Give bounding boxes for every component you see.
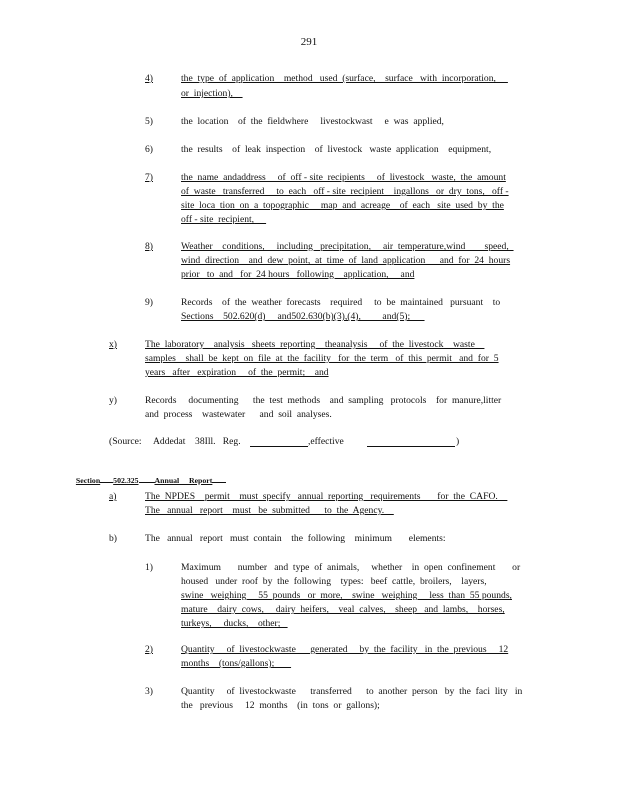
source-blank-2 bbox=[367, 436, 455, 447]
item-text-line: The laboratory analysis sheets reporting theanalysis of the livestock waste bbox=[145, 339, 485, 350]
page-number: 291 bbox=[300, 36, 318, 48]
item-marker: a) bbox=[109, 491, 117, 502]
section-number: 502.325 bbox=[113, 476, 139, 485]
section-title: Annual Report bbox=[154, 476, 213, 485]
item-text-line: or injection), bbox=[181, 88, 243, 99]
item-text-line: of waste transferred to each off - site recipient ingallons or dry tons, off - bbox=[181, 186, 509, 197]
item-marker: 2) bbox=[145, 644, 153, 655]
item-text-line: wind direction and dew point, at time of land application and for 24 hours bbox=[181, 255, 511, 266]
source-blank-1 bbox=[250, 436, 308, 447]
item-text-line: prior to and for 24 hours following application, and bbox=[181, 269, 415, 280]
item-text-line: samples shall be kept on file at the facility for the term of this permit and for 5 bbox=[145, 353, 499, 364]
item-marker: 6) bbox=[145, 144, 153, 155]
item-text-line: turkeys, ducks, other; bbox=[181, 618, 288, 629]
source-effective: ,effective bbox=[308, 436, 344, 447]
item-text-line: Quantity of livestockwaste generated by the facility in the previous 12 bbox=[181, 644, 509, 655]
item-marker: 5) bbox=[145, 116, 153, 127]
item-text-line: site loca tion on a topographic map and acreage of each site used by the bbox=[181, 200, 504, 211]
item-marker: y) bbox=[109, 395, 117, 406]
item-text-line: years after expiration of the permit; and bbox=[145, 367, 329, 378]
source-close: ) bbox=[456, 436, 460, 447]
item-text-line: housed under roof by the following types: beef cattle, broilers, layers, bbox=[181, 576, 487, 587]
item-marker: 4) bbox=[145, 73, 153, 84]
item-text-line: Records of the weather forecasts required to be maintained pursuant to bbox=[181, 297, 501, 308]
item-text-line: the previous 12 months (in tons or gallons); bbox=[181, 700, 380, 711]
item-text-line: the name andaddress of off - site recipients of livestock waste, the amount bbox=[181, 172, 506, 183]
item-text-line: Records documenting the test methods and sampling protocols for manure,litter bbox=[145, 395, 502, 406]
item-text-line: the type of application method used (surface, surface with incorporation, bbox=[181, 73, 508, 84]
item-text-line: The NPDES permit must specify annual reporting requirements for the CAFO. bbox=[145, 491, 508, 502]
item-text-line: The annual report must be submitted to the Agency. bbox=[145, 505, 394, 516]
item-text-line: Maximum number and type of animals, whether in open confinement or bbox=[181, 562, 521, 573]
item-marker: b) bbox=[109, 533, 117, 544]
section-label: Section bbox=[75, 476, 101, 485]
item-marker: x) bbox=[109, 339, 117, 350]
item-text-line: off - site recipient, bbox=[181, 214, 267, 225]
item-text-line: Quantity of livestockwaste transferred to another person by the faci lity in bbox=[181, 686, 523, 697]
item-marker: 9) bbox=[145, 297, 153, 308]
section-gap-3 bbox=[212, 474, 226, 483]
section-gap-2 bbox=[139, 474, 155, 483]
item-marker: 7) bbox=[145, 172, 153, 183]
item-text-line: Weather conditions, including precipitation, air temperature,wind speed, bbox=[181, 241, 514, 252]
item-text-line: mature dairy cows, dairy heifers, veal calves, sheep and lambs, horses, bbox=[181, 604, 505, 615]
item-text-line: months (tons/gallons); bbox=[181, 658, 292, 669]
item-text-line: swine weighing 55 pounds or more, swine weighing less than 55 pounds, bbox=[181, 590, 512, 601]
item-text-line: and process wastewater and soil analyses. bbox=[145, 409, 332, 420]
item-marker: 1) bbox=[145, 562, 153, 573]
source-text: (Source: Addedat 38Ill. Reg. bbox=[109, 436, 241, 447]
section-heading bbox=[72, 465, 226, 485]
item-text-line: Sections 502.620(d) and502.630(b)(3),(4), and(5); bbox=[181, 311, 425, 322]
item-text-line: the location of the fieldwhere livestockwast e was applied, bbox=[181, 116, 444, 127]
item-marker: 8) bbox=[145, 241, 153, 252]
section-gap-1 bbox=[100, 474, 113, 483]
item-marker: 3) bbox=[145, 686, 153, 697]
item-text-line: The annual report must contain the following minimum elements: bbox=[145, 533, 446, 544]
item-text-line: the results of leak inspection of livestock waste application equipment, bbox=[181, 144, 492, 155]
